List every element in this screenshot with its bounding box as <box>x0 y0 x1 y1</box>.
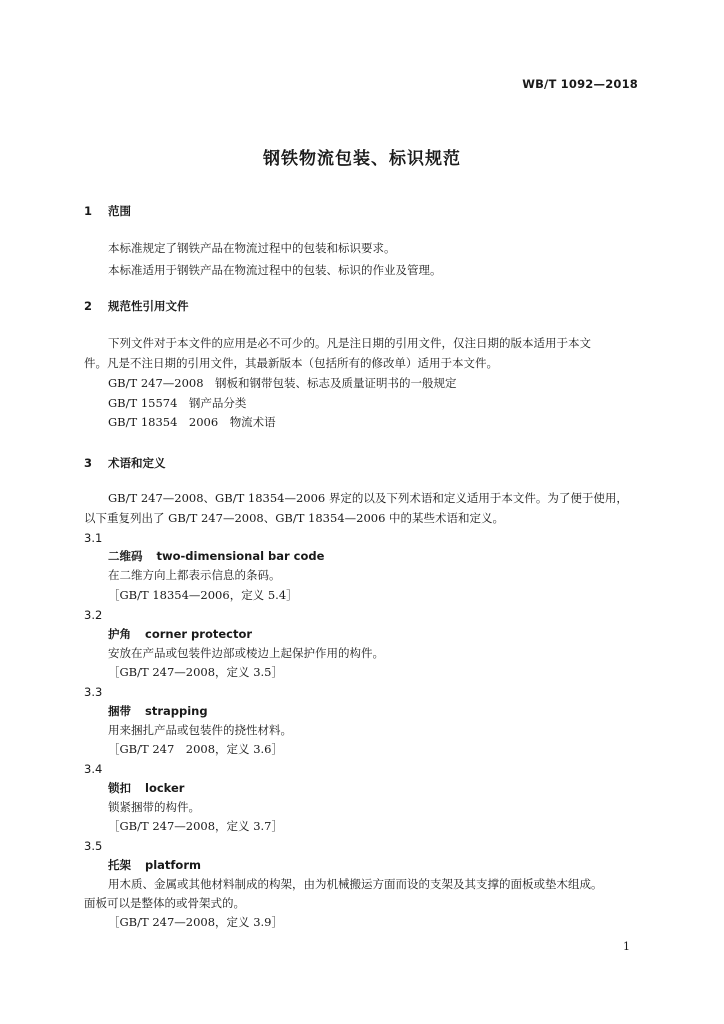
clause-number: 3.3 <box>84 685 103 699</box>
term-zh: 二维码 <box>108 549 143 563</box>
term-definition: 锁紧捆带的构件。 <box>108 800 200 814</box>
term-definition-line: 用木质、金属或其他材料制成的构架，由为机械搬运方面而设的支架及其支撑的面板或垫木组成。 <box>108 877 603 891</box>
section-number: 2 <box>84 299 93 313</box>
clause-number: 3.2 <box>84 608 103 622</box>
term-source: ［GB/T 247 2008，定义 3.6］ <box>108 742 283 756</box>
section-title: 规范性引用文件 <box>108 299 189 313</box>
term-definition: 在二维方向上都表示信息的条码。 <box>108 568 281 582</box>
page-number: 1 <box>623 940 630 953</box>
section-title: 范围 <box>108 204 131 218</box>
reference-item: GB/T 15574 钢产品分类 <box>108 396 247 410</box>
paragraph-line: 件。凡是不注日期的引用文件，其最新版本（包括所有的修改单）适用于本文件。 <box>84 356 498 370</box>
term-heading <box>108 626 252 642</box>
section-number: 1 <box>84 204 93 218</box>
term-heading <box>108 857 201 873</box>
document-title: 钢铁物流包装、标识规范 <box>263 149 461 169</box>
term-en: corner protector <box>145 627 253 641</box>
term-en: locker <box>145 781 185 795</box>
paragraph-line: 以下重复列出了 GB/T 247—2008、GB/T 18354—2006 中的某些术语和定义。 <box>84 511 505 525</box>
reference-item: GB/T 247—2008 钢板和钢带包装、标志及质量证明书的一般规定 <box>108 376 457 390</box>
section-number: 3 <box>84 456 93 470</box>
term-source: ［GB/T 247—2008，定义 3.9］ <box>108 915 283 929</box>
term-definition: 安放在产品或包装件边部或棱边上起保护作用的构件。 <box>108 646 384 660</box>
term-heading <box>108 703 208 719</box>
section-title: 术语和定义 <box>108 456 166 470</box>
term-en: platform <box>145 858 201 872</box>
term-source: ［GB/T 247—2008，定义 3.7］ <box>108 819 283 833</box>
term-zh: 护角 <box>108 627 131 641</box>
section-1-heading <box>84 203 131 219</box>
reference-item: GB/T 18354 2006 物流术语 <box>108 415 276 429</box>
paragraph: 本标准规定了钢铁产品在物流过程中的包装和标识要求。 <box>108 241 396 255</box>
standard-number: WB/T 1092—2018 <box>522 77 638 91</box>
term-definition-line: 面板可以是整体的或骨架式的。 <box>84 896 245 910</box>
term-heading <box>108 548 324 564</box>
clause-number: 3.4 <box>84 762 103 776</box>
term-zh: 捆带 <box>108 704 131 718</box>
clause-number: 3.1 <box>84 531 103 545</box>
paragraph-line: 下列文件对于本文件的应用是必不可少的。凡是注日期的引用文件，仅注日期的版本适用于本文 <box>108 336 591 350</box>
term-heading <box>108 780 184 796</box>
clause-number: 3.5 <box>84 839 103 853</box>
term-source: ［GB/T 18354—2006，定义 5.4］ <box>108 588 298 602</box>
term-zh: 锁扣 <box>108 781 131 795</box>
term-definition: 用来捆扎产品或包装件的挠性材料。 <box>108 723 292 737</box>
term-zh: 托架 <box>108 858 131 872</box>
paragraph-line: GB/T 247—2008、GB/T 18354—2006 界定的以及下列术语和定义适用于本文件。为了便于使用， <box>108 491 628 505</box>
term-en: two-dimensional bar code <box>156 549 325 563</box>
term-en: strapping <box>145 704 208 718</box>
paragraph: 本标准适用于钢铁产品在物流过程中的包装、标识的作业及管理。 <box>108 263 442 277</box>
section-2-heading <box>84 298 189 314</box>
term-source: ［GB/T 247—2008，定义 3.5］ <box>108 665 283 679</box>
section-3-heading <box>84 455 166 471</box>
